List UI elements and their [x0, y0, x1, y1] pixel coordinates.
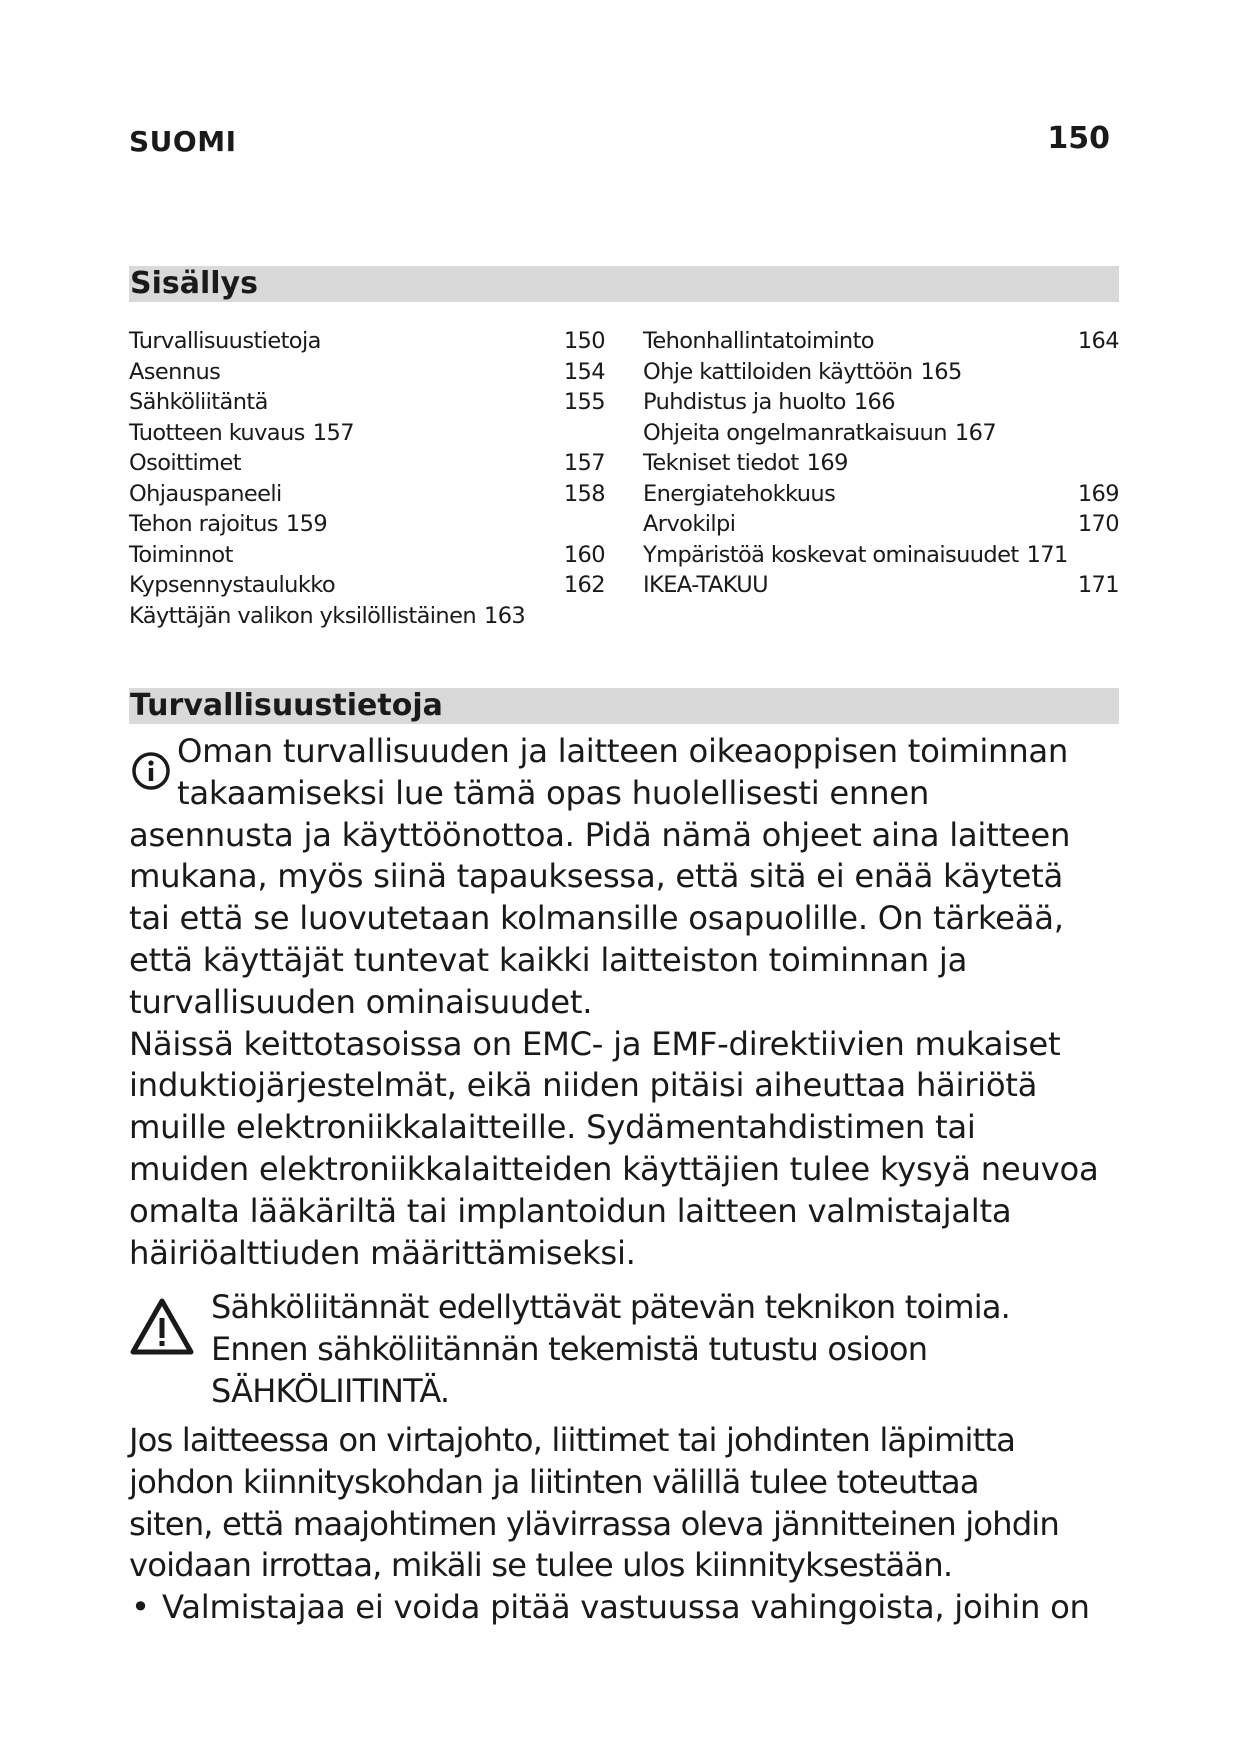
- toc-item-label: Tekniset tiedot: [643, 450, 799, 476]
- contents-title: Sisällys: [130, 266, 258, 301]
- text-line: mukana, myös siinä tapauksessa, että sitä ei enää käytetä: [129, 857, 1063, 896]
- text-line: muille elektroniikkalaitteille. Sydämentahdistimen tai: [129, 1108, 976, 1147]
- toc-item-label: Käyttäjän valikon yksilöllistäinen: [129, 602, 476, 629]
- text-line: tai että se luovutetaan kolmansille osapuolille. On tärkeää,: [129, 899, 1064, 938]
- bullet-text: Valmistajaa ei voida pitää vastuussa vahingoista, joihin on: [162, 1588, 1090, 1626]
- toc-item-label: Tehonhallintatoiminto: [643, 328, 874, 354]
- toc-item-page: 155: [563, 389, 605, 415]
- text-line: että käyttäjät tuntevat kaikki laitteiston toiminnan ja: [129, 940, 968, 979]
- toc-item[interactable]: [643, 326, 1119, 357]
- text-line: Sähköliitännät edellyttävät pätevän teknikon toimia.: [211, 1288, 1011, 1326]
- toc-left-column: [129, 326, 605, 631]
- toc-item-page: 169: [806, 450, 848, 476]
- toc-item-page: 163: [484, 602, 526, 629]
- toc-item-page: 158: [563, 480, 605, 507]
- toc-item-page: 164: [1077, 328, 1119, 354]
- toc-item-page: 157: [312, 419, 354, 446]
- toc-item-page: 166: [853, 389, 895, 415]
- toc-item-page: 169: [1077, 480, 1119, 507]
- page-number: 150: [1047, 121, 1110, 156]
- toc-item-page: 171: [1077, 572, 1119, 598]
- bullet-symbol: •: [131, 1588, 150, 1626]
- toc-item[interactable]: [129, 326, 605, 357]
- toc-item[interactable]: [643, 418, 1119, 449]
- text-line: muiden elektroniikkalaitteiden käyttäjien tulee kysyä neuvoa: [129, 1149, 1099, 1188]
- text-line: Oman turvallisuuden ja laitteen oikeaoppisen toiminnan: [177, 732, 1069, 770]
- toc-item[interactable]: [129, 570, 605, 601]
- toc-item-label: Ohje kattiloiden käyttöön: [643, 358, 913, 385]
- contents-heading-bar: [129, 266, 1119, 302]
- warning-triangle-icon: [129, 1297, 195, 1357]
- safety-title: Turvallisuustietoja: [130, 688, 443, 723]
- text-line: johdon kiinnityskohdan ja liitinten välillä tulee toteuttaa: [129, 1462, 979, 1501]
- toc-item-label: Ohjauspaneeli: [129, 480, 282, 507]
- toc-item[interactable]: [643, 540, 1119, 571]
- toc-item-label: Sähköliitäntä: [129, 389, 268, 415]
- toc-item-page: 162: [563, 572, 605, 598]
- toc-item-label: Tuotteen kuvaus: [129, 419, 305, 446]
- toc-item[interactable]: [129, 509, 605, 540]
- toc-item-label: Asennus: [129, 358, 221, 385]
- toc-item-label: IKEA-TAKUU: [643, 572, 769, 598]
- toc-item-label: Osoittimet: [129, 450, 241, 476]
- toc-right-column: [643, 326, 1119, 601]
- toc-item-label: Energiatehokkuus: [643, 480, 836, 507]
- toc-item-label: Ympäristöä koskevat ominaisuudet: [643, 541, 1019, 568]
- text-line: asennusta ja käyttöönottoa. Pidä nämä ohjeet aina laitteen: [129, 815, 1071, 854]
- toc-item-page: 170: [1077, 511, 1119, 537]
- toc-item-page: 160: [563, 541, 605, 568]
- cord-paragraph: [129, 1420, 1119, 1587]
- toc-item-page: 154: [563, 358, 605, 385]
- toc-item-label: Kypsennystaulukko: [129, 572, 336, 598]
- toc-item[interactable]: [129, 418, 605, 449]
- text-line: häiriöalttiuden määrittämiseksi.: [129, 1233, 636, 1272]
- text-line: turvallisuuden ominaisuudet.: [129, 982, 593, 1021]
- toc-item[interactable]: [643, 448, 1119, 479]
- toc-item[interactable]: [643, 357, 1119, 388]
- text-line: Näissä keittotasoissa on EMC- ja EMF-direktiivien mukaiset: [129, 1024, 1061, 1063]
- toc-item[interactable]: [643, 570, 1119, 601]
- toc-item[interactable]: [129, 448, 605, 479]
- toc-item[interactable]: [129, 387, 605, 418]
- toc-item-page: 165: [920, 358, 962, 385]
- toc-item-label: Ohjeita ongelmanratkaisuun: [643, 419, 947, 446]
- text-line: SÄHKÖLIITINTÄ.: [211, 1371, 450, 1410]
- text-line: voidaan irrottaa, mikäli se tulee ulos kiinnityksestään.: [129, 1546, 953, 1585]
- toc-item-page: 171: [1026, 541, 1068, 568]
- toc-item-label: Turvallisuustietoja: [129, 328, 321, 354]
- language-label: SUOMI: [129, 125, 237, 158]
- toc-item[interactable]: [129, 479, 605, 510]
- toc-item-page: 159: [285, 511, 328, 537]
- text-line: induktiojärjestelmät, eikä niiden pitäisi aiheuttaa häiriötä: [129, 1066, 1038, 1105]
- toc-item-page: 167: [954, 419, 997, 446]
- toc-item-label: Puhdistus ja huolto: [643, 389, 846, 415]
- toc-item[interactable]: [643, 479, 1119, 510]
- toc-item[interactable]: [643, 509, 1119, 540]
- text-line: omalta lääkäriltä tai implantoidun laitteen valmistajalta: [129, 1191, 1012, 1230]
- toc-item[interactable]: [129, 540, 605, 571]
- toc-item-label: Arvokilpi: [643, 511, 736, 537]
- toc-item[interactable]: [643, 387, 1119, 418]
- text-line: takaamiseksi lue tämä opas huolellisesti ennen: [177, 773, 930, 812]
- toc-item-label: Toiminnot: [129, 541, 233, 568]
- text-line: Ennen sähköliitännän tekemistä tutustu osioon: [211, 1329, 928, 1368]
- toc-item[interactable]: [129, 601, 605, 632]
- text-line: siten, että maajohtimen ylävirrassa oleva jännitteinen johdin: [129, 1504, 1059, 1543]
- toc-item-page: 150: [563, 328, 605, 354]
- warning-text: [211, 1287, 1111, 1412]
- toc-item-label: Tehon rajoitus: [129, 511, 278, 537]
- intro-paragraph: [129, 731, 1119, 1274]
- text-line: Jos laitteessa on virtajohto, liittimet tai johdinten läpimitta: [129, 1421, 1016, 1459]
- toc-item[interactable]: [129, 357, 605, 388]
- toc-item-page: 157: [563, 450, 605, 476]
